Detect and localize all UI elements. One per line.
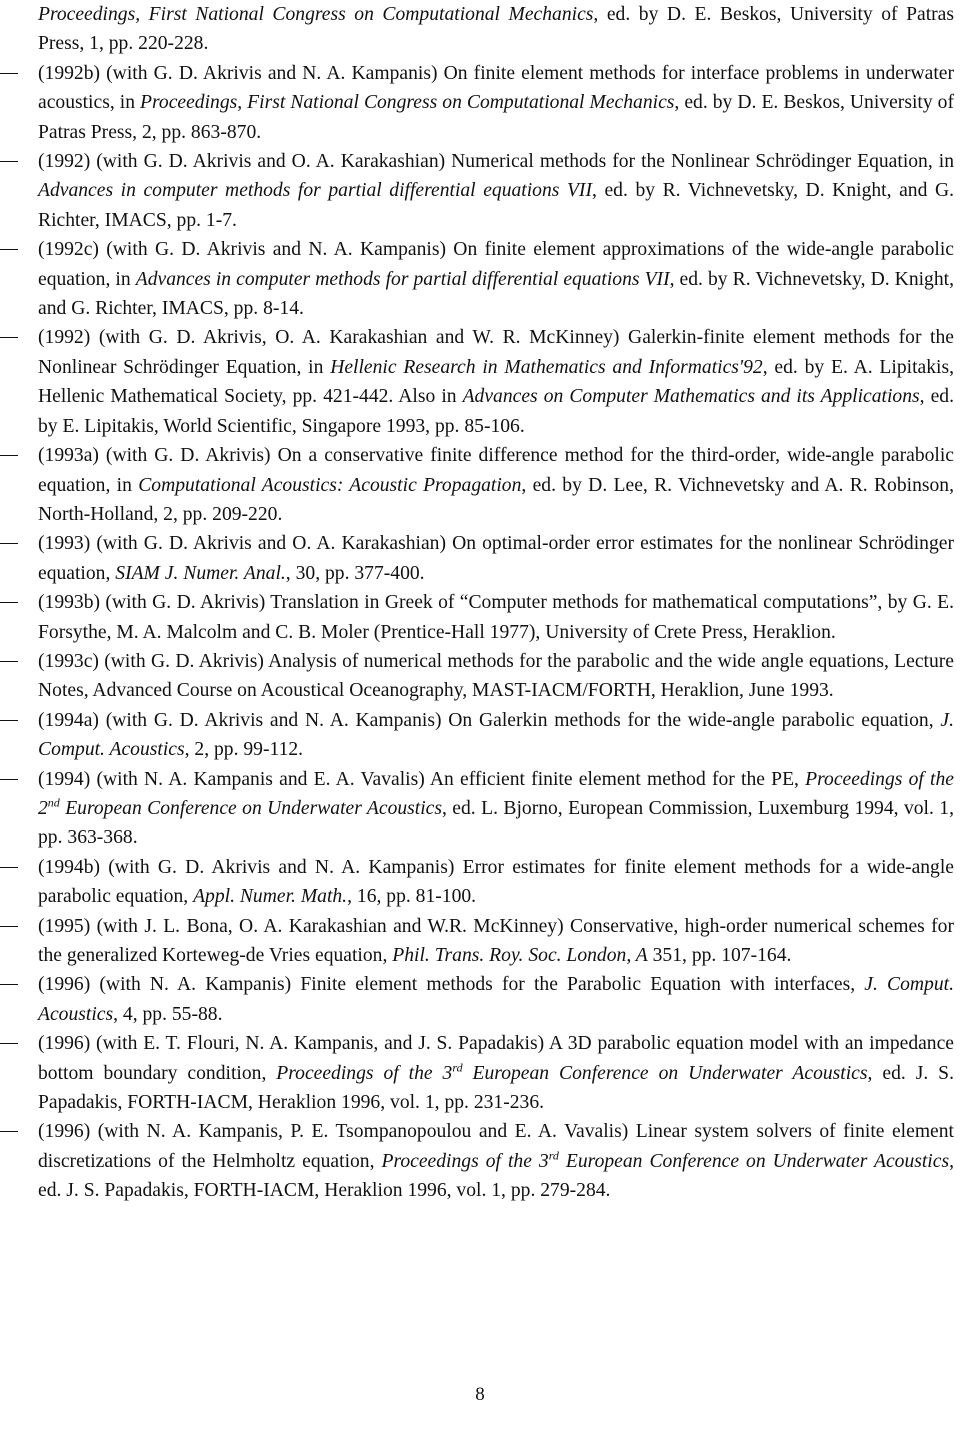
publication-entry	[0, 1117, 960, 1205]
citation-italic-text: Computational Acoustics: Acoustic Propagation	[138, 474, 522, 496]
publication-entry	[0, 529, 960, 588]
publication-entry	[0, 647, 960, 706]
citation-italic-text: Hellenic Research in Mathematics and Informatics'92	[330, 356, 763, 378]
citation-text: (1992c) (with G. D. Akrivis and N. A. Kampanis) On finite element approximations of the wide-angle parabolic equation, in	[38, 239, 954, 290]
citation-text: , 2, pp. 99-112.	[184, 739, 304, 761]
list-dash-bullet	[0, 249, 18, 250]
page-number: 8	[475, 1384, 485, 1405]
citation-text: (1996) (with E. T. Flouri, N. A. Kampanis, and J. S. Papadakis) A 3D parabolic equation model with an impedance bottom boundary condition,	[38, 1033, 954, 1084]
publication-entry	[0, 323, 960, 441]
citation-text: , ed. by D. E. Beskos, University of Patras Press, 2, pp. 863-870.	[38, 92, 954, 143]
publication-entry	[0, 970, 960, 1029]
list-dash-bullet	[0, 720, 18, 721]
citation-text: (1993a) (with G. D. Akrivis) On a conservative finite difference method for the third-order, wide-angle parabolic equation, in	[38, 445, 954, 496]
citation-text: , 16, pp. 81-100.	[347, 886, 477, 908]
publication-entry	[0, 235, 960, 323]
list-dash-bullet	[0, 543, 18, 544]
citation-italic-text: Phil. Trans. Roy. Soc. London, A	[392, 945, 648, 966]
citation-italic-text: Advances in computer methods for partial differential equations VII	[38, 180, 592, 202]
citation-text: (1996) (with N. A. Kampanis, P. E. Tsompanopoulou and E. A. Vavalis) Linear system solvers of finite element discretizations of the Helmholtz equation,	[38, 1121, 954, 1172]
citation-italic-text: rd	[452, 1060, 463, 1075]
citation-italic-text: Advances on Computer Mathematics and its Applications	[462, 386, 920, 408]
citation-italic-text: Proceedings, First National Congress on Computational Mechanics	[38, 4, 594, 25]
list-dash-bullet	[0, 1131, 18, 1132]
list-dash-bullet	[0, 926, 18, 927]
citation-italic-text: J. Comput. Acoustics	[38, 709, 954, 761]
citation-italic-text: J. Comput. Acoustics	[38, 974, 954, 1025]
citation-italic-text: nd	[47, 795, 60, 810]
citation-text: (1995) (with J. L. Bona, O. A. Karakashian and W.R. McKinney) Conservative, high-order numerical schemes for the generalized Korteweg-de Vries equation,	[38, 915, 954, 966]
publication-entry	[0, 853, 960, 912]
publication-entry	[0, 59, 960, 147]
citation-text: (1994b) (with G. D. Akrivis and N. A. Kampanis) Error estimates for finite element methods for a wide-angle parabolic equation,	[38, 856, 954, 908]
publication-entry	[0, 912, 960, 971]
citation-italic-text: Proceedings of the 2	[38, 768, 954, 819]
list-dash-bullet	[0, 1043, 18, 1044]
publication-entry	[0, 441, 960, 529]
citation-text: (1994a) (with G. D. Akrivis and N. A. Kampanis) On Galerkin methods for the wide-angle parabolic equation,	[38, 709, 941, 731]
citation-italic-text: rd	[548, 1148, 559, 1163]
citation-italic-text: European Conference on Underwater Acoustics	[462, 1062, 868, 1084]
citation-text: , ed. J. S. Papadakis, FORTH-IACM, Heraklion 1996, vol. 1, pp. 231-236.	[38, 1062, 954, 1114]
list-dash-bullet	[0, 337, 18, 338]
citation-italic-text: Proceedings, First National Congress on Computational Mechanics	[140, 92, 675, 114]
citation-text: (1994) (with N. A. Kampanis and E. A. Vavalis) An efficient finite element method for the PE,	[38, 768, 806, 790]
citation-italic-text: European Conference on Underwater Acoustics	[558, 1150, 950, 1172]
citation-text: , ed. by E. Lipitakis, World Scientific, Singapore 1993, pp. 85-106.	[38, 386, 954, 437]
publication-entry-continued	[0, 0, 960, 59]
citation-italic-text: Appl. Numer. Math.	[193, 886, 348, 908]
publication-entry	[0, 588, 960, 647]
list-dash-bullet	[0, 661, 18, 662]
citation-text: (1993c) (with G. D. Akrivis) Analysis of numerical methods for the parabolic and the wide angle equations, Lecture Notes, Advanced Course on Acoustical Oceanography, MAST-IACM/FORTH, Heraklion, June 1993.	[38, 650, 954, 702]
citation-text: , 4, pp. 55-88.	[113, 1003, 223, 1025]
citation-text: , ed. L. Bjorno, European Commission, Luxemburg 1994, vol. 1, pp. 363-368.	[38, 797, 954, 849]
list-dash-bullet	[0, 984, 18, 985]
citation-text: , ed. by R. Vichnevetsky, D. Knight, and G. Richter, IMACS, pp. 1-7.	[38, 180, 954, 231]
citation-text: (1992) (with G. D. Akrivis and O. A. Karakashian) Numerical methods for the Nonlinear Schrödinger Equation, in	[38, 151, 954, 173]
publication-entry	[0, 706, 960, 765]
list-dash-bullet	[0, 161, 18, 162]
citation-text: , ed. by R. Vichnevetsky, D. Knight, and G. Richter, IMACS, pp. 8-14.	[38, 268, 954, 320]
citation-italic-text: Advances in computer methods for partial differential equations VII	[135, 268, 670, 290]
list-dash-bullet	[0, 602, 18, 603]
citation-text: (1996) (with N. A. Kampanis) Finite element methods for the Parabolic Equation with interfaces,	[38, 974, 865, 996]
publication-entry	[0, 765, 960, 853]
list-dash-bullet	[0, 867, 18, 868]
list-dash-bullet	[0, 455, 18, 456]
publication-entry	[0, 1029, 960, 1117]
citation-italic-text: SIAM J. Numer. Anal.	[115, 562, 286, 584]
citation-text: , ed. by E. A. Lipitakis, Hellenic Mathematical Society, pp. 421-442. Also in	[38, 356, 954, 408]
citation-text: (1993) (with G. D. Akrivis and O. A. Karakashian) On optimal-order error estimates for the nonlinear Schrödinger equation,	[38, 533, 954, 584]
publication-entry	[0, 147, 960, 235]
citation-text: (1992) (with G. D. Akrivis, O. A. Karakashian and W. R. McKinney) Galerkin-finite element methods for the Nonlinear Schrödinger Equation, in	[38, 327, 954, 378]
citation-text: , ed. by D. Lee, R. Vichnevetsky and A. R. Robinson, North-Holland, 2, pp. 209-220.	[38, 474, 955, 525]
citation-italic-text: Proceedings of the 3	[381, 1150, 549, 1172]
list-dash-bullet	[0, 779, 18, 780]
citation-italic-text: Proceedings of the 3	[276, 1062, 453, 1084]
citation-text: , 30, pp. 377-400.	[285, 562, 425, 584]
citation-italic-text: European Conference on Underwater Acoustics	[59, 797, 442, 819]
citation-text: (1992b) (with G. D. Akrivis and N. A. Kampanis) On finite element methods for interface problems in underwater acoustics, in	[38, 62, 954, 114]
citation-text: , ed. J. S. Papadakis, FORTH-IACM, Heraklion 1996, vol. 1, pp. 279-284.	[38, 1150, 954, 1202]
citation-text: 351, pp. 107-164.	[647, 945, 792, 966]
citation-text: (1993b) (with G. D. Akrivis) Translation in Greek of “Computer methods for mathematical computations”, by G. E. Forsythe, M. A. Malcolm and C. B. Moler (Prentice-Hall 1977), University of Crete Press, Heraklion.	[38, 592, 954, 643]
citation-text: , ed. by D. E. Beskos, University of Patras Press, 1, pp. 220-228.	[38, 4, 955, 55]
list-dash-bullet	[0, 73, 18, 74]
